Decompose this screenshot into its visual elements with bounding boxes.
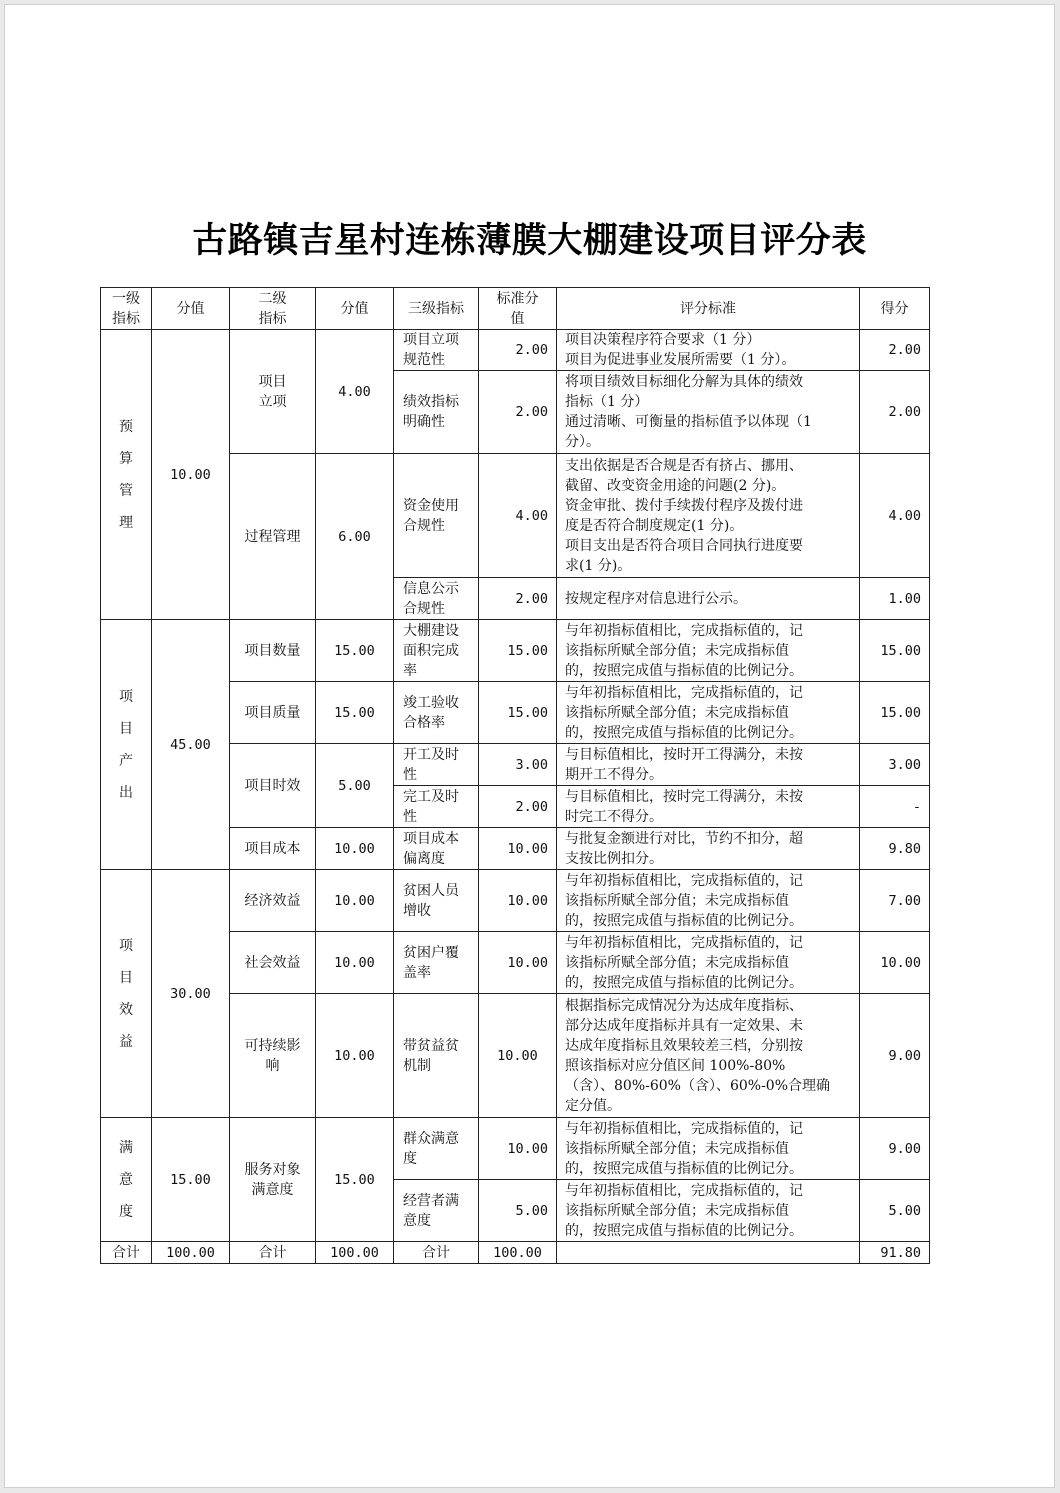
level2-sustainable-name: 可持续影 响 [230, 994, 316, 1118]
level3-std-score: 5.00 [479, 1180, 557, 1242]
group-satisfaction-score: 15.00 [152, 1118, 230, 1242]
total-got: 91.80 [860, 1242, 930, 1264]
level3-name: 带贫益贫 机制 [394, 994, 479, 1118]
level3-name: 项目立项 规范性 [394, 330, 479, 371]
header-level3: 三级指标 [394, 288, 479, 330]
criteria-text: 与目标值相比，按时开工得满分，未按 期开工不得分。 [557, 744, 860, 786]
score-got: 15.00 [860, 682, 930, 744]
criteria-text: 与年初指标值相比，完成指标值的，记 该指标所赋全部分值；未完成指标值 的，按照完成值与指标值的比例记分。 [557, 932, 860, 994]
header-score1: 分值 [152, 288, 230, 330]
level2-process-name: 过程管理 [230, 454, 316, 620]
table-header-row [101, 288, 930, 330]
level3-std-score: 10.00 [479, 994, 557, 1118]
header-criteria: 评分标准 [557, 288, 860, 330]
total-score-1: 100.00 [152, 1242, 230, 1264]
criteria-text: 项目决策程序符合要求（1 分） 项目为促进事业发展所需要（1 分）。 [557, 330, 860, 371]
level2-quantity-score: 15.00 [316, 620, 394, 682]
criteria-text: 与年初指标值相比，完成指标值的，记 该指标所赋全部分值；未完成指标值 的，按照完成值与指标值的比例记分。 [557, 1118, 860, 1180]
score-got: 1.00 [860, 578, 930, 620]
score-got: 9.00 [860, 994, 930, 1118]
level2-cost-score: 10.00 [316, 828, 394, 870]
score-got: 4.00 [860, 454, 930, 578]
level3-name: 群众满意 度 [394, 1118, 479, 1180]
criteria-text: 按规定程序对信息进行公示。 [557, 578, 860, 620]
level3-name: 竣工验收 合格率 [394, 682, 479, 744]
level3-std-score: 2.00 [479, 786, 557, 828]
total-row [101, 1242, 930, 1264]
criteria-text: 与年初指标值相比，完成指标值的，记 该指标所赋全部分值；未完成指标值 的，按照完成值与指标值的比例记分。 [557, 682, 860, 744]
criteria-text: 与目标值相比，按时完工得满分，未按 时完工不得分。 [557, 786, 860, 828]
score-got: 2.00 [860, 371, 930, 454]
page-title: 古路镇吉星村连栋薄膜大棚建设项目评分表 [192, 220, 867, 261]
level3-std-score: 2.00 [479, 578, 557, 620]
total-label-3: 合计 [394, 1242, 479, 1264]
table-row [101, 1118, 930, 1180]
total-score-2: 100.00 [316, 1242, 394, 1264]
criteria-text: 支出依据是否合规是否有挤占、挪用、 截留、改变资金用途的问题(2 分)。 资金审批、拨付手续拨付程序及拨付进 度是否符合制度规定(1 分)。 项目支出是否符合项目合同执行进度要 求(1 分)。 [557, 454, 860, 578]
total-score-3: 100.00 [479, 1242, 557, 1264]
criteria-text: 与批复金额进行对比，节约不扣分，超 支按比例扣分。 [557, 828, 860, 870]
table-row [101, 330, 930, 371]
level3-std-score: 2.00 [479, 371, 557, 454]
total-criteria [557, 1242, 860, 1264]
score-got: 2.00 [860, 330, 930, 371]
group-output-score: 45.00 [152, 620, 230, 870]
level2-approval-name: 项目 立项 [230, 330, 316, 454]
level2-sustainable-score: 10.00 [316, 994, 394, 1118]
level2-social-score: 10.00 [316, 932, 394, 994]
level2-social-name: 社会效益 [230, 932, 316, 994]
level3-name: 经营者满 意度 [394, 1180, 479, 1242]
score-table [100, 287, 930, 1264]
group-benefit-score: 30.00 [152, 870, 230, 1118]
level3-std-score: 3.00 [479, 744, 557, 786]
level2-quality-name: 项目质量 [230, 682, 316, 744]
level2-economic-name: 经济效益 [230, 870, 316, 932]
level3-std-score: 10.00 [479, 932, 557, 994]
group-budget-name: 预 算 管 理 [101, 330, 152, 620]
level3-std-score: 10.00 [479, 870, 557, 932]
level2-economic-score: 10.00 [316, 870, 394, 932]
score-got: 3.00 [860, 744, 930, 786]
score-got: 7.00 [860, 870, 930, 932]
level2-quantity-name: 项目数量 [230, 620, 316, 682]
criteria-text: 与年初指标值相比，完成指标值的，记 该指标所赋全部分值；未完成指标值 的，按照完成值与指标值的比例记分。 [557, 1180, 860, 1242]
level3-name: 信息公示 合规性 [394, 578, 479, 620]
group-output-name: 项 目 产 出 [101, 620, 152, 870]
header-std-score: 标准分 值 [479, 288, 557, 330]
score-got: - [860, 786, 930, 828]
level3-std-score: 2.00 [479, 330, 557, 371]
table-row [101, 620, 930, 682]
total-label-1: 合计 [101, 1242, 152, 1264]
level2-service-name: 服务对象 满意度 [230, 1118, 316, 1242]
score-got: 5.00 [860, 1180, 930, 1242]
level2-process-score: 6.00 [316, 454, 394, 620]
group-benefit-name: 项 目 效 益 [101, 870, 152, 1118]
criteria-text: 与年初指标值相比，完成指标值的，记 该指标所赋全部分值；未完成指标值 的，按照完成值与指标值的比例记分。 [557, 620, 860, 682]
document-page [4, 4, 1055, 1488]
level2-cost-name: 项目成本 [230, 828, 316, 870]
level3-std-score: 10.00 [479, 1118, 557, 1180]
level3-name: 贫困人员 增收 [394, 870, 479, 932]
level2-service-score: 15.00 [316, 1118, 394, 1242]
level3-name: 资金使用 合规性 [394, 454, 479, 578]
level3-name: 绩效指标 明确性 [394, 371, 479, 454]
level3-std-score: 10.00 [479, 828, 557, 870]
score-got: 15.00 [860, 620, 930, 682]
level3-std-score: 15.00 [479, 682, 557, 744]
level3-name: 完工及时 性 [394, 786, 479, 828]
level3-name: 贫困户覆 盖率 [394, 932, 479, 994]
score-got: 9.80 [860, 828, 930, 870]
score-got: 9.00 [860, 1118, 930, 1180]
score-got: 10.00 [860, 932, 930, 994]
criteria-text: 将项目绩效目标细化分解为具体的绩效 指标（1 分） 通过清晰、可衡量的指标值予以体现（1 分）。 [557, 371, 860, 454]
total-label-2: 合计 [230, 1242, 316, 1264]
group-satisfaction-name: 满 意 度 [101, 1118, 152, 1242]
criteria-text: 与年初指标值相比，完成指标值的，记 该指标所赋全部分值；未完成指标值 的，按照完成值与指标值的比例记分。 [557, 870, 860, 932]
header-got: 得分 [860, 288, 930, 330]
criteria-text: 根据指标完成情况分为达成年度指标、 部分达成年度指标并具有一定效果、未 达成年度指标且效果较差三档，分别按 照该指标对应分值区间 100%-80% （含）、80%-60%（含）、60%-0%合理确 定分值。 [557, 994, 860, 1118]
level3-std-score: 15.00 [479, 620, 557, 682]
level2-timeliness-name: 项目时效 [230, 744, 316, 828]
header-score2: 分值 [316, 288, 394, 330]
level2-approval-score: 4.00 [316, 330, 394, 454]
table-row [101, 870, 930, 932]
level3-name: 大棚建设 面积完成 率 [394, 620, 479, 682]
level2-quality-score: 15.00 [316, 682, 394, 744]
level3-std-score: 4.00 [479, 454, 557, 578]
header-level2: 二级 指标 [230, 288, 316, 330]
group-budget-score: 10.00 [152, 330, 230, 620]
level3-name: 项目成本 偏离度 [394, 828, 479, 870]
level3-name: 开工及时 性 [394, 744, 479, 786]
level2-timeliness-score: 5.00 [316, 744, 394, 828]
header-level1: 一级 指标 [101, 288, 152, 330]
